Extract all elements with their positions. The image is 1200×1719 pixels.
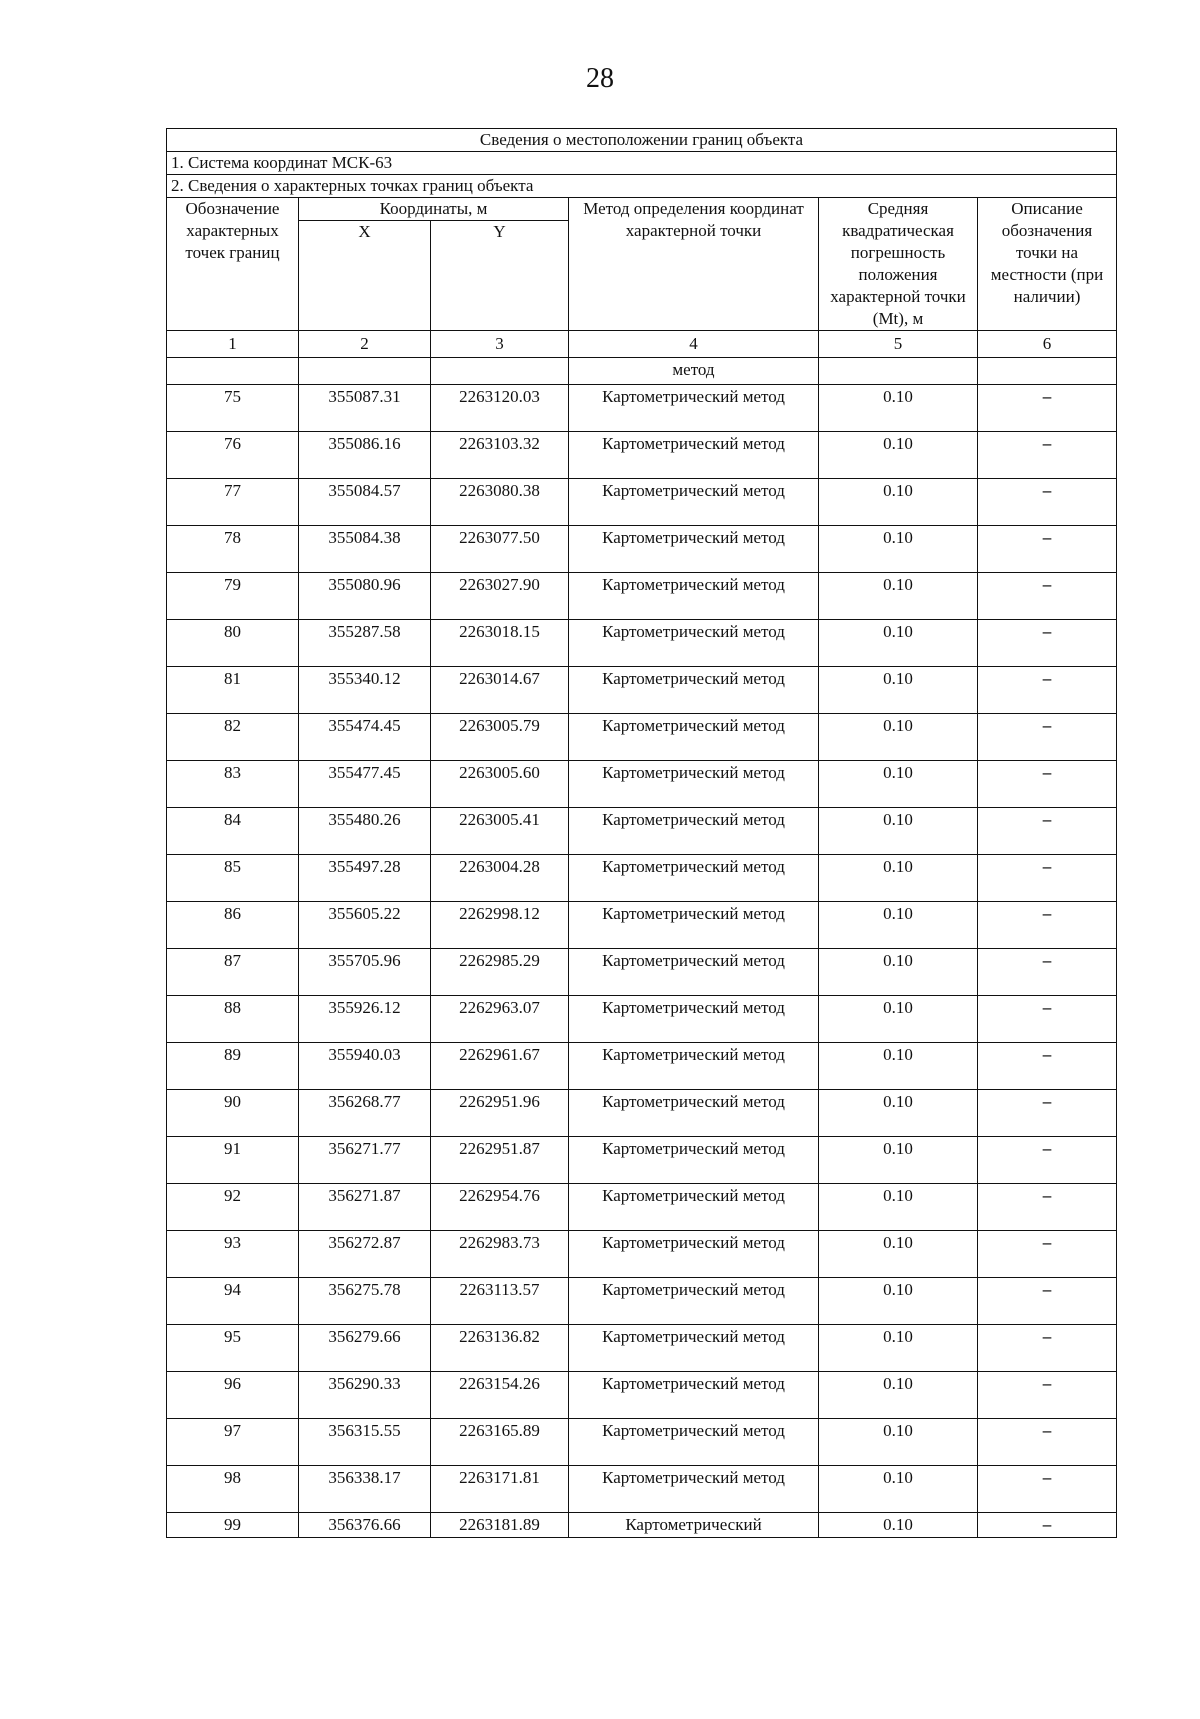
points-section-title: 2. Сведения о характерных точках границ объекта (167, 175, 1117, 198)
table-row (167, 996, 1117, 1043)
coord-y: 2263154.26 (431, 1372, 569, 1419)
header-description: Описание обозначения точки на местности (при наличии) (978, 198, 1117, 331)
point-description: – (978, 385, 1117, 432)
coordinate-system-row (167, 152, 1117, 175)
empty-cell (431, 358, 569, 385)
table-row (167, 1278, 1117, 1325)
mean-error: 0.10 (819, 1419, 978, 1466)
method: Картометрический метод (569, 667, 819, 714)
point-number: 77 (167, 479, 299, 526)
mean-error: 0.10 (819, 1231, 978, 1278)
table-title: Сведения о местоположении границ объекта (167, 129, 1117, 152)
point-number: 96 (167, 1372, 299, 1419)
mean-error: 0.10 (819, 761, 978, 808)
coord-x: 355480.26 (299, 808, 431, 855)
coord-y: 2263018.15 (431, 620, 569, 667)
coord-y: 2263171.81 (431, 1466, 569, 1513)
point-description: – (978, 996, 1117, 1043)
coord-y: 2263005.79 (431, 714, 569, 761)
table-row (167, 1137, 1117, 1184)
mean-error: 0.10 (819, 620, 978, 667)
table-row (167, 1043, 1117, 1090)
mean-error: 0.10 (819, 902, 978, 949)
coord-x: 356275.78 (299, 1278, 431, 1325)
coord-y: 2262951.96 (431, 1090, 569, 1137)
mean-error: 0.10 (819, 1278, 978, 1325)
continued-row (167, 358, 1117, 385)
coord-y: 2262998.12 (431, 902, 569, 949)
point-description: – (978, 1419, 1117, 1466)
empty-cell (167, 358, 299, 385)
coord-x: 356268.77 (299, 1090, 431, 1137)
table-row (167, 1231, 1117, 1278)
coordinate-system: 1. Система координат МСК-63 (167, 152, 1117, 175)
coord-x: 355605.22 (299, 902, 431, 949)
point-description: – (978, 526, 1117, 573)
method: Картометрический метод (569, 1325, 819, 1372)
point-description: – (978, 949, 1117, 996)
coord-x: 355084.38 (299, 526, 431, 573)
empty-cell (978, 358, 1117, 385)
mean-error: 0.10 (819, 1043, 978, 1090)
table-row (167, 479, 1117, 526)
table-row (167, 1325, 1117, 1372)
coord-y: 2263080.38 (431, 479, 569, 526)
method: Картометрический метод (569, 1043, 819, 1090)
coord-x: 356271.87 (299, 1184, 431, 1231)
mean-error: 0.10 (819, 1513, 978, 1538)
coord-y: 2262951.87 (431, 1137, 569, 1184)
mean-error: 0.10 (819, 1090, 978, 1137)
coord-x: 356279.66 (299, 1325, 431, 1372)
point-number: 78 (167, 526, 299, 573)
column-numbers-row (167, 331, 1117, 358)
header-x: X (299, 221, 431, 331)
method: Картометрический метод (569, 949, 819, 996)
mean-error: 0.10 (819, 526, 978, 573)
mean-error: 0.10 (819, 1325, 978, 1372)
mean-error: 0.10 (819, 385, 978, 432)
point-number: 97 (167, 1419, 299, 1466)
point-description: – (978, 667, 1117, 714)
empty-cell (819, 358, 978, 385)
point-number: 91 (167, 1137, 299, 1184)
point-number: 84 (167, 808, 299, 855)
table-row (167, 714, 1117, 761)
mean-error: 0.10 (819, 667, 978, 714)
point-number: 80 (167, 620, 299, 667)
point-description: – (978, 855, 1117, 902)
coord-x: 356290.33 (299, 1372, 431, 1419)
point-number: 83 (167, 761, 299, 808)
point-description: – (978, 1184, 1117, 1231)
method: Картометрический метод (569, 620, 819, 667)
mean-error: 0.10 (819, 1184, 978, 1231)
method: Картометрический метод (569, 432, 819, 479)
table-row (167, 949, 1117, 996)
mean-error: 0.10 (819, 855, 978, 902)
mean-error: 0.10 (819, 1372, 978, 1419)
coord-x: 356376.66 (299, 1513, 431, 1538)
header-y: Y (431, 221, 569, 331)
point-number: 82 (167, 714, 299, 761)
coord-x: 356271.77 (299, 1137, 431, 1184)
column-number: 3 (431, 331, 569, 358)
table-row (167, 526, 1117, 573)
coord-y: 2263181.89 (431, 1513, 569, 1538)
coord-y: 2263120.03 (431, 385, 569, 432)
coord-y: 2263005.41 (431, 808, 569, 855)
table-row (167, 855, 1117, 902)
coord-x: 355340.12 (299, 667, 431, 714)
method: Картометрический метод (569, 1090, 819, 1137)
point-number: 92 (167, 1184, 299, 1231)
table-row (167, 1466, 1117, 1513)
point-description: – (978, 1325, 1117, 1372)
method: Картометрический метод (569, 1419, 819, 1466)
coord-x: 355474.45 (299, 714, 431, 761)
header-error: Средняя квадратическая погрешность положения характерной точки (Mt), м (819, 198, 978, 331)
coord-y: 2263103.32 (431, 432, 569, 479)
mean-error: 0.10 (819, 479, 978, 526)
table-title-row (167, 129, 1117, 152)
coord-y: 2262985.29 (431, 949, 569, 996)
coord-x: 355477.45 (299, 761, 431, 808)
point-number: 93 (167, 1231, 299, 1278)
method: Картометрический метод (569, 761, 819, 808)
mean-error: 0.10 (819, 949, 978, 996)
point-number: 85 (167, 855, 299, 902)
coord-x: 355087.31 (299, 385, 431, 432)
point-number: 95 (167, 1325, 299, 1372)
page-number: 28 (586, 63, 614, 94)
table-row (167, 1090, 1117, 1137)
point-description: – (978, 479, 1117, 526)
point-number: 87 (167, 949, 299, 996)
method: Картометрический метод (569, 1137, 819, 1184)
coord-y: 2262983.73 (431, 1231, 569, 1278)
coord-y: 2263014.67 (431, 667, 569, 714)
coord-x: 355084.57 (299, 479, 431, 526)
header-method: Метод определения координат характерной точки (569, 198, 819, 331)
point-number: 94 (167, 1278, 299, 1325)
method: Картометрический метод (569, 808, 819, 855)
table-row (167, 1513, 1117, 1538)
continued-method: метод (569, 358, 819, 385)
method: Картометрический метод (569, 1184, 819, 1231)
method: Картометрический метод (569, 855, 819, 902)
method: Картометрический метод (569, 714, 819, 761)
mean-error: 0.10 (819, 996, 978, 1043)
method: Картометрический метод (569, 1466, 819, 1513)
coord-x: 355705.96 (299, 949, 431, 996)
coord-x: 356338.17 (299, 1466, 431, 1513)
point-description: – (978, 1231, 1117, 1278)
coord-y: 2263165.89 (431, 1419, 569, 1466)
coord-x: 355926.12 (299, 996, 431, 1043)
point-number: 88 (167, 996, 299, 1043)
coord-y: 2263027.90 (431, 573, 569, 620)
method: Картометрический метод (569, 1278, 819, 1325)
mean-error: 0.10 (819, 1466, 978, 1513)
coord-x: 355287.58 (299, 620, 431, 667)
coord-y: 2263005.60 (431, 761, 569, 808)
point-number: 81 (167, 667, 299, 714)
table-row (167, 902, 1117, 949)
point-description: – (978, 1372, 1117, 1419)
table-row (167, 573, 1117, 620)
column-number: 6 (978, 331, 1117, 358)
point-description: – (978, 432, 1117, 479)
coord-x: 355080.96 (299, 573, 431, 620)
point-description: – (978, 573, 1117, 620)
point-number: 90 (167, 1090, 299, 1137)
coord-y: 2262963.07 (431, 996, 569, 1043)
table-row (167, 1419, 1117, 1466)
coord-y: 2262961.67 (431, 1043, 569, 1090)
mean-error: 0.10 (819, 432, 978, 479)
header-designation: Обозначение характерных точек границ (167, 198, 299, 331)
point-number: 89 (167, 1043, 299, 1090)
table-row (167, 808, 1117, 855)
point-description: – (978, 714, 1117, 761)
mean-error: 0.10 (819, 1137, 978, 1184)
coord-x: 356315.55 (299, 1419, 431, 1466)
boundary-points-table (166, 128, 1117, 1538)
column-number: 2 (299, 331, 431, 358)
table-row (167, 432, 1117, 479)
method: Картометрический метод (569, 573, 819, 620)
point-number: 99 (167, 1513, 299, 1538)
mean-error: 0.10 (819, 808, 978, 855)
header-coordinates: Координаты, м (299, 198, 569, 221)
point-description: – (978, 902, 1117, 949)
method: Картометрический метод (569, 526, 819, 573)
coord-y: 2263113.57 (431, 1278, 569, 1325)
coord-x: 355497.28 (299, 855, 431, 902)
point-number: 98 (167, 1466, 299, 1513)
method: Картометрический метод (569, 1372, 819, 1419)
table-row (167, 667, 1117, 714)
method: Картометрический метод (569, 996, 819, 1043)
method: Картометрический (569, 1513, 819, 1538)
coord-y: 2263077.50 (431, 526, 569, 573)
table-row (167, 761, 1117, 808)
point-number: 86 (167, 902, 299, 949)
point-number: 75 (167, 385, 299, 432)
point-description: – (978, 808, 1117, 855)
header-row-1 (167, 198, 1117, 221)
point-description: – (978, 1278, 1117, 1325)
point-description: – (978, 1137, 1117, 1184)
point-description: – (978, 1090, 1117, 1137)
column-number: 1 (167, 331, 299, 358)
mean-error: 0.10 (819, 573, 978, 620)
table-row (167, 1372, 1117, 1419)
column-number: 4 (569, 331, 819, 358)
method: Картометрический метод (569, 385, 819, 432)
method: Картометрический метод (569, 1231, 819, 1278)
coord-x: 356272.87 (299, 1231, 431, 1278)
coord-x: 355940.03 (299, 1043, 431, 1090)
point-description: – (978, 1043, 1117, 1090)
point-description: – (978, 620, 1117, 667)
coord-y: 2263004.28 (431, 855, 569, 902)
method: Картометрический метод (569, 902, 819, 949)
table-row (167, 620, 1117, 667)
point-number: 79 (167, 573, 299, 620)
coord-x: 355086.16 (299, 432, 431, 479)
table-row (167, 1184, 1117, 1231)
point-number: 76 (167, 432, 299, 479)
point-description: – (978, 761, 1117, 808)
point-description: – (978, 1513, 1117, 1538)
method: Картометрический метод (569, 479, 819, 526)
coord-y: 2263136.82 (431, 1325, 569, 1372)
point-description: – (978, 1466, 1117, 1513)
coord-y: 2262954.76 (431, 1184, 569, 1231)
points-section-row (167, 175, 1117, 198)
empty-cell (299, 358, 431, 385)
mean-error: 0.10 (819, 714, 978, 761)
column-number: 5 (819, 331, 978, 358)
table-row (167, 385, 1117, 432)
